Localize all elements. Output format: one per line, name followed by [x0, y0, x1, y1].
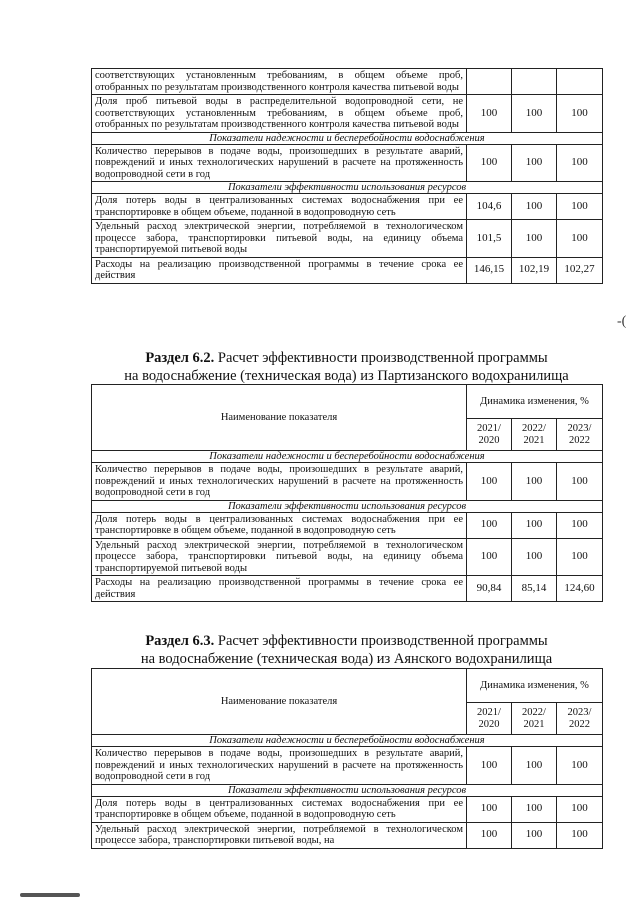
- table-row: [92, 194, 603, 220]
- header-year: 2023/ 2022: [557, 703, 603, 735]
- category-row: [92, 132, 603, 144]
- indicator-value: [557, 69, 603, 95]
- section-title-line2: на водоснабжение (техническая вода) из Партизанского водохранилища: [124, 368, 569, 384]
- category-heading: Показатели надежности и бесперебойности водоснабжения: [92, 132, 603, 144]
- indicator-name: Удельный расход электрической энергии, потребляемой в технологическом процессе забора, транспортировки питьевой воды, на: [92, 822, 467, 848]
- indicator-value: 100: [467, 463, 512, 501]
- category-heading: Показатели эффективности использования ресурсов: [92, 182, 603, 194]
- indicator-value: 104,6: [467, 194, 512, 220]
- header-year: 2022/ 2021: [512, 703, 557, 735]
- table-row: [92, 220, 603, 258]
- section-6-2-title: [91, 349, 602, 385]
- indicator-value: 100: [557, 796, 603, 822]
- category-row: [92, 182, 603, 194]
- header-year: 2021/ 2020: [467, 703, 512, 735]
- category-row: [92, 735, 603, 747]
- margin-handwritten-mark: -(: [617, 314, 627, 329]
- scan-artifact: [20, 893, 80, 897]
- indicator-value: 100: [557, 95, 603, 133]
- indicator-value: 100: [557, 194, 603, 220]
- indicator-value: 100: [467, 538, 512, 576]
- category-row: [92, 451, 603, 463]
- indicator-value: 100: [557, 220, 603, 258]
- indicator-value: 101,5: [467, 220, 512, 258]
- table-row: [92, 144, 603, 182]
- indicator-name: Количество перерывов в подаче воды, произошедших в результате аварий, повреждений и иных технологических нарушений в расчете на протяженность водопроводной сети в год: [92, 747, 467, 785]
- section-title-line1: Расчет эффективности производственной программы: [214, 633, 548, 649]
- header-indicator-name: Наименование показателя: [92, 669, 467, 735]
- category-row: [92, 500, 603, 512]
- table-row: [92, 822, 603, 848]
- efficiency-table-ayanskoe: [91, 668, 603, 849]
- header-dynamics: Динамика изменения, %: [467, 669, 603, 703]
- indicator-name: Доля потерь воды в централизованных системах водоснабжения при ее транспортировке в общем объеме, поданной в водопроводную сеть: [92, 194, 467, 220]
- indicator-value: 100: [467, 796, 512, 822]
- indicator-value: 100: [467, 144, 512, 182]
- table-row: [92, 69, 603, 95]
- table-row: [92, 95, 603, 133]
- indicator-name: Расходы на реализацию производственной программы в течение срока ее действия: [92, 257, 467, 283]
- indicator-value: 100: [512, 512, 557, 538]
- indicator-name: Удельный расход электрической энергии, потребляемой в технологическом процессе забора, транспортировки питьевой воды, на единицу объема транспортируемой питьевой воды: [92, 538, 467, 576]
- indicator-value: 102,19: [512, 257, 557, 283]
- indicator-value: 100: [557, 463, 603, 501]
- indicator-value: 146,15: [467, 257, 512, 283]
- indicator-value: 100: [557, 512, 603, 538]
- efficiency-table-partizanskoe: [91, 384, 603, 602]
- indicator-name: Количество перерывов в подаче воды, произошедших в результате аварий, повреждений и иных технологических нарушений в расчете на протяженность водопроводной сети в год: [92, 144, 467, 182]
- indicator-value: 90,84: [467, 576, 512, 602]
- indicator-name: соответствующих установленным требованиям, в общем объеме проб, отобранных по результатам производственного контроля качества питьевой воды: [92, 69, 467, 95]
- category-heading: Показатели надежности и бесперебойности водоснабжения: [92, 451, 603, 463]
- indicator-name: Удельный расход электрической энергии, потребляемой в технологическом процессе забора, транспортировки питьевой воды, на единицу объема транспортируемой питьевой воды: [92, 220, 467, 258]
- table-row: [92, 257, 603, 283]
- indicator-value: 100: [557, 144, 603, 182]
- indicator-value: 100: [512, 95, 557, 133]
- table-row: [92, 747, 603, 785]
- indicator-value: 100: [512, 220, 557, 258]
- indicator-value: 100: [467, 747, 512, 785]
- category-row: [92, 784, 603, 796]
- indicator-value: 100: [557, 538, 603, 576]
- indicator-value: 100: [557, 747, 603, 785]
- indicator-value: 124,60: [557, 576, 603, 602]
- indicator-value: 100: [467, 822, 512, 848]
- header-year: 2023/ 2022: [557, 419, 603, 451]
- indicator-value: 100: [512, 538, 557, 576]
- indicator-value: [512, 69, 557, 95]
- table-row: [92, 463, 603, 501]
- category-heading: Показатели надежности и бесперебойности водоснабжения: [92, 735, 603, 747]
- indicator-value: 100: [512, 747, 557, 785]
- category-heading: Показатели эффективности использования ресурсов: [92, 784, 603, 796]
- indicator-value: 85,14: [512, 576, 557, 602]
- section-number: Раздел 6.2.: [145, 350, 215, 366]
- category-heading: Показатели эффективности использования ресурсов: [92, 500, 603, 512]
- table-row: [92, 796, 603, 822]
- section-6-3-title: [91, 632, 602, 668]
- table-row: [92, 538, 603, 576]
- header-year: 2022/ 2021: [512, 419, 557, 451]
- indicator-value: 102,27: [557, 257, 603, 283]
- indicator-value: 100: [467, 512, 512, 538]
- indicator-name: Расходы на реализацию производственной программы в течение срока ее действия: [92, 576, 467, 602]
- section-title-line2: на водоснабжение (техническая вода) из Аянского водохранилища: [140, 651, 553, 667]
- table-row: [92, 576, 603, 602]
- indicator-value: 100: [467, 95, 512, 133]
- table-row: [92, 512, 603, 538]
- indicator-value: 100: [512, 796, 557, 822]
- indicator-value: [467, 69, 512, 95]
- indicator-name: Доля потерь воды в централизованных системах водоснабжения при ее транспортировке в общем объеме, поданной в водопроводную сеть: [92, 512, 467, 538]
- section-title-line1: Расчет эффективности производственной программы: [214, 350, 548, 366]
- indicator-value: 100: [512, 822, 557, 848]
- indicator-value: 100: [512, 144, 557, 182]
- indicator-name: Количество перерывов в подаче воды, произошедших в результате аварий, повреждений и иных технологических нарушений в расчете на протяженность водопроводной сети в год: [92, 463, 467, 501]
- indicator-name: Доля проб питьевой воды в распределительной водопроводной сети, не соответствующих установленным требованиям, в общем объеме проб, отобранных по результатам производственного контроля качества питьевой воды: [92, 95, 467, 133]
- section-number: Раздел 6.3.: [145, 633, 215, 649]
- header-year: 2021/ 2020: [467, 419, 512, 451]
- indicator-name: Доля потерь воды в централизованных системах водоснабжения при ее транспортировке в общем объеме, поданной в водопроводную сеть: [92, 796, 467, 822]
- indicator-value: 100: [512, 194, 557, 220]
- indicator-value: 100: [557, 822, 603, 848]
- header-dynamics: Динамика изменения, %: [467, 385, 603, 419]
- header-indicator-name: Наименование показателя: [92, 385, 467, 451]
- efficiency-table-continued: [91, 68, 603, 284]
- indicator-value: 100: [512, 463, 557, 501]
